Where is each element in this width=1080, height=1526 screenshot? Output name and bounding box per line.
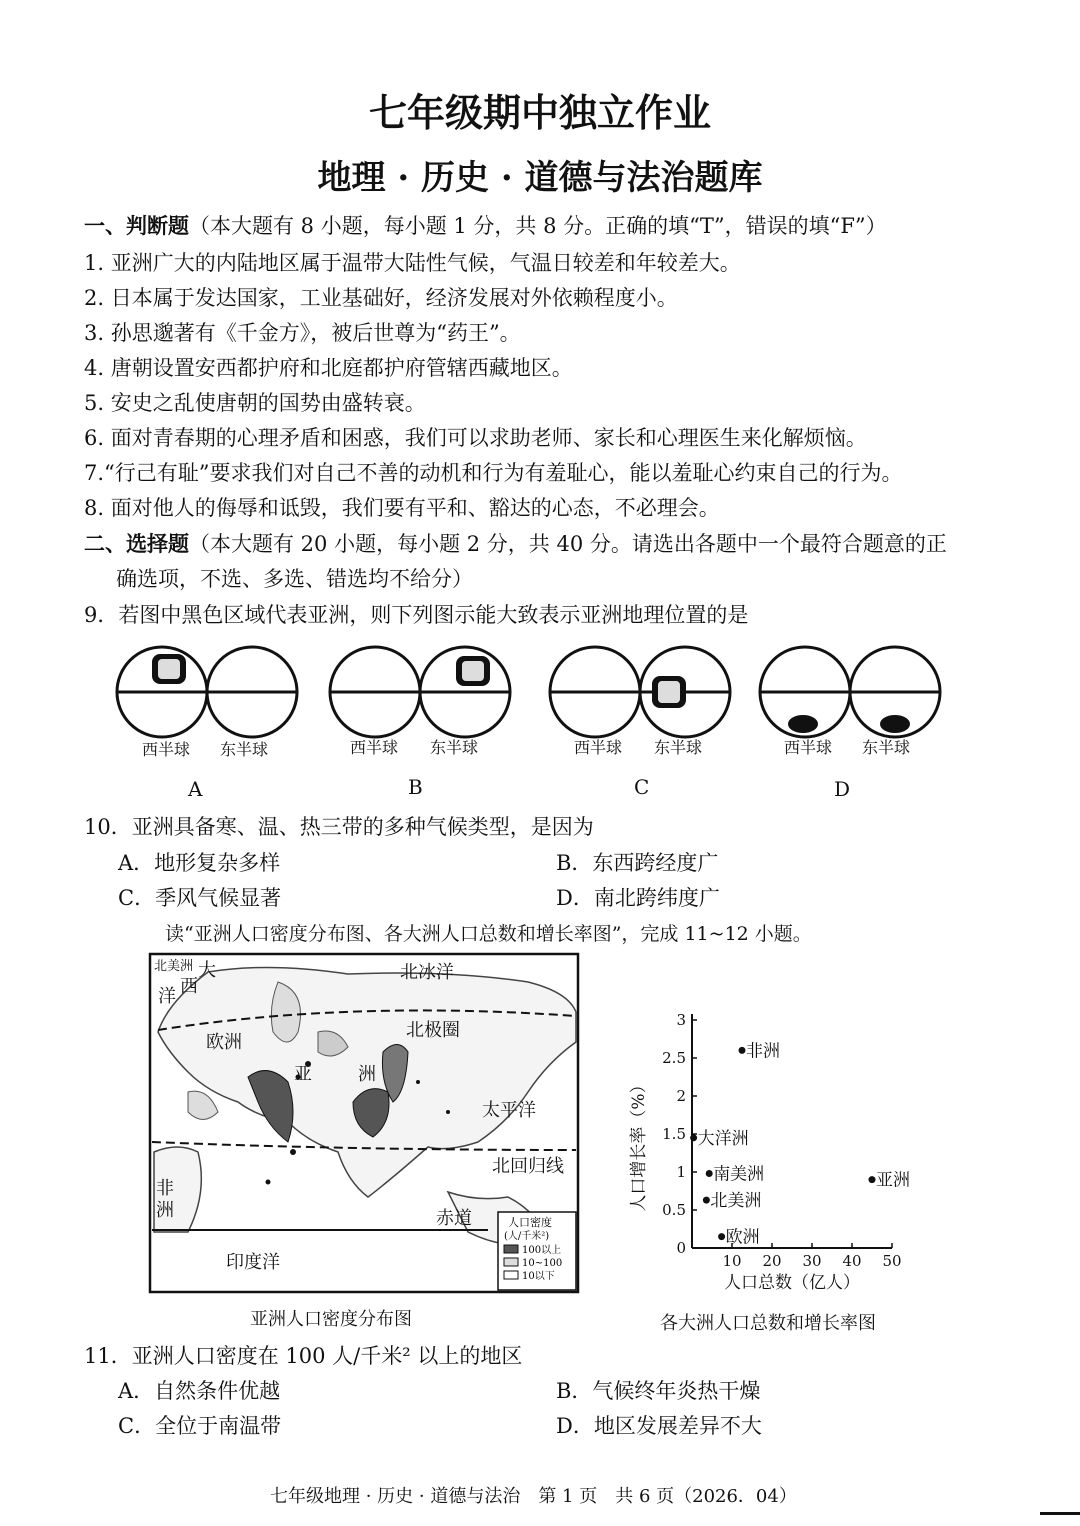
q11-option-c: C．全位于南温带 [118, 1414, 282, 1438]
population-scatter-chart [620, 1000, 950, 1300]
tf-item-4: 4. 唐朝设置安西都护府和北庭都护府管辖西藏地区。 [84, 356, 573, 380]
q11-option-d: D．地区发展差异不大 [556, 1414, 762, 1438]
tf-item-6: 6. 面对青春期的心理矛盾和困惑，我们可以求助老师、家长和心理医生来化解烦恼。 [84, 426, 867, 450]
map-label-north-america: 北美洲 [154, 959, 194, 974]
x-tick-label: 30 [802, 1252, 822, 1270]
q11-stem: 11．亚洲人口密度在 100 人/千米² 以上的地区 [84, 1344, 523, 1368]
tf-item-5: 5. 安史之乱使唐朝的国势由盛转衰。 [84, 391, 426, 415]
option-letter-c: C [634, 775, 650, 799]
data-point [718, 1233, 725, 1240]
data-point-label: 大洋洲 [697, 1128, 749, 1149]
legend-unit: (人/千米²) [504, 1231, 550, 1242]
tf-item-8: 8. 面对他人的侮辱和诋毁，我们要有平和、豁达的心态，不必理会。 [84, 496, 720, 520]
section2-desc2: 确选项，不选、多选、错选均不给分） [116, 567, 473, 591]
x-axis-label: 人口总数（亿人） [724, 1273, 860, 1293]
data-point [869, 1176, 876, 1183]
map-label-asia-1: 亚 [294, 1064, 312, 1085]
label-b-east: 东半球 [430, 738, 479, 757]
map-label-asia-2: 洲 [358, 1064, 376, 1085]
chart-caption: 各大洲人口总数和增长率图 [660, 1313, 876, 1334]
y-tick-label: 0 [676, 1239, 686, 1257]
x-tick-label: 40 [842, 1252, 862, 1270]
y-tick-label: 2.5 [662, 1049, 686, 1067]
q10-stem: 10．亚洲具备寒、温、热三带的多种气候类型，是因为 [84, 815, 594, 839]
data-point [690, 1134, 697, 1141]
map-legend [498, 1212, 576, 1290]
x-tick-label: 50 [882, 1252, 902, 1270]
q11-option-b: B．气候终年炎热干燥 [556, 1379, 761, 1403]
page-subtitle: 地理 · 历史 · 道德与法治题库 [317, 158, 763, 198]
map-label-arctic-ocean: 北冰洋 [400, 962, 454, 983]
label-b-west: 西半球 [350, 738, 399, 757]
legend-medium: 10~100 [522, 1258, 563, 1269]
page-footer: 七年级地理 · 历史 · 道德与法治 第 1 页 共 6 页（2026．04） [270, 1486, 797, 1507]
data-point-label: 欧洲 [725, 1227, 760, 1248]
y-tick-label: 3 [676, 1011, 686, 1029]
label-c-east: 东半球 [654, 738, 703, 757]
q10-option-c: C．季风气候显著 [118, 886, 282, 910]
label-c-west: 西半球 [574, 738, 623, 757]
map-label-africa-2: 洲 [156, 1200, 174, 1221]
q10-option-a: A．地形复杂多样 [118, 851, 281, 875]
map-label-atlantic-1: 大 [198, 960, 216, 981]
option-letter-b: B [408, 775, 423, 799]
data-point-label: 南美洲 [713, 1164, 765, 1185]
legend-low: 10以下 [522, 1271, 555, 1282]
q9-stem: 9．若图中黑色区域代表亚洲，则下列图示能大致表示亚洲地理位置的是 [84, 603, 749, 627]
data-point-label: 亚洲 [876, 1170, 910, 1191]
section1-heading [84, 210, 887, 240]
map-label-pacific: 太平洋 [482, 1100, 536, 1121]
x-tick-label: 20 [762, 1252, 782, 1270]
option-letter-d: D [834, 777, 851, 801]
map-label-europe: 欧洲 [206, 1032, 242, 1053]
q9-globe-figure [100, 636, 960, 808]
data-point [739, 1047, 746, 1054]
option-letter-a: A [188, 777, 203, 801]
data-point-label: 北美洲 [710, 1191, 762, 1212]
tf-item-2: 2. 日本属于发达国家，工业基础好，经济发展对外依赖程度小。 [84, 286, 678, 310]
tf-item-7: 7.“行己有耻”要求我们对自己不善的动机和行为有羞耻心，能以羞耻心约束自己的行为。 [84, 461, 903, 485]
map-label-arctic-circle: 北极圈 [406, 1020, 460, 1041]
section1-desc: （本大题有 8 小题，每小题 1 分，共 8 分。正确的填“T”，错误的填“F”） [189, 214, 887, 238]
q11-option-a: A．自然条件优越 [118, 1379, 281, 1403]
tf-item-3: 3. 孙思邈著有《千金方》，被后世尊为“药王”。 [84, 321, 521, 345]
y-tick-label: 2 [676, 1087, 686, 1105]
page-edge-mark [1040, 1512, 1080, 1515]
section2-desc1: （本大题有 20 小题，每小题 2 分，共 40 分。请选出各题中一个最符合题意的正 [189, 532, 947, 556]
y-tick-label: 0.5 [662, 1201, 686, 1219]
x-tick-label: 10 [722, 1252, 742, 1270]
map-label-equator: 赤道 [436, 1208, 472, 1229]
q10-option-d: D．南北跨纬度广 [556, 886, 720, 910]
tf-item-1: 1. 亚洲广大的内陆地区属于温带大陆性气候，气温日较差和年较差大。 [84, 251, 741, 275]
data-point [706, 1170, 713, 1177]
asia-population-map [148, 952, 580, 1296]
map-label-tropic: 北回归线 [492, 1156, 564, 1177]
map-label-atlantic-3: 洋 [158, 986, 176, 1007]
section1-head: 一、判断题 [84, 213, 189, 238]
q10-option-b: B．东西跨经度广 [556, 851, 719, 875]
legend-title: 人口密度 [508, 1216, 552, 1229]
page-title: 七年级期中独立作业 [368, 90, 711, 135]
label-d-east: 东半球 [862, 738, 911, 757]
map-label-atlantic-2: 西 [180, 976, 198, 997]
map-label-africa-1: 非 [156, 1178, 174, 1199]
data-point-label: 非洲 [746, 1041, 780, 1062]
y-axis-label: 人口增长率（%） [629, 1076, 649, 1212]
region-d-west [788, 715, 818, 733]
y-tick-label: 1 [676, 1163, 686, 1181]
section2-head: 二、选择题 [84, 531, 189, 556]
reading-note: 读“亚洲人口密度分布图、各大洲人口总数和增长率图”，完成 11~12 小题。 [165, 923, 812, 945]
map-label-indian-ocean: 印度洋 [226, 1252, 280, 1273]
region-d-east [880, 715, 910, 733]
legend-high: 100以上 [522, 1245, 562, 1256]
data-point [703, 1197, 710, 1204]
label-a-west: 西半球 [142, 740, 191, 759]
section2-heading [84, 528, 947, 558]
label-d-west: 西半球 [784, 738, 833, 757]
map-caption: 亚洲人口密度分布图 [250, 1309, 412, 1330]
label-a-east: 东半球 [220, 740, 269, 759]
y-tick-label: 1.5 [662, 1125, 686, 1143]
